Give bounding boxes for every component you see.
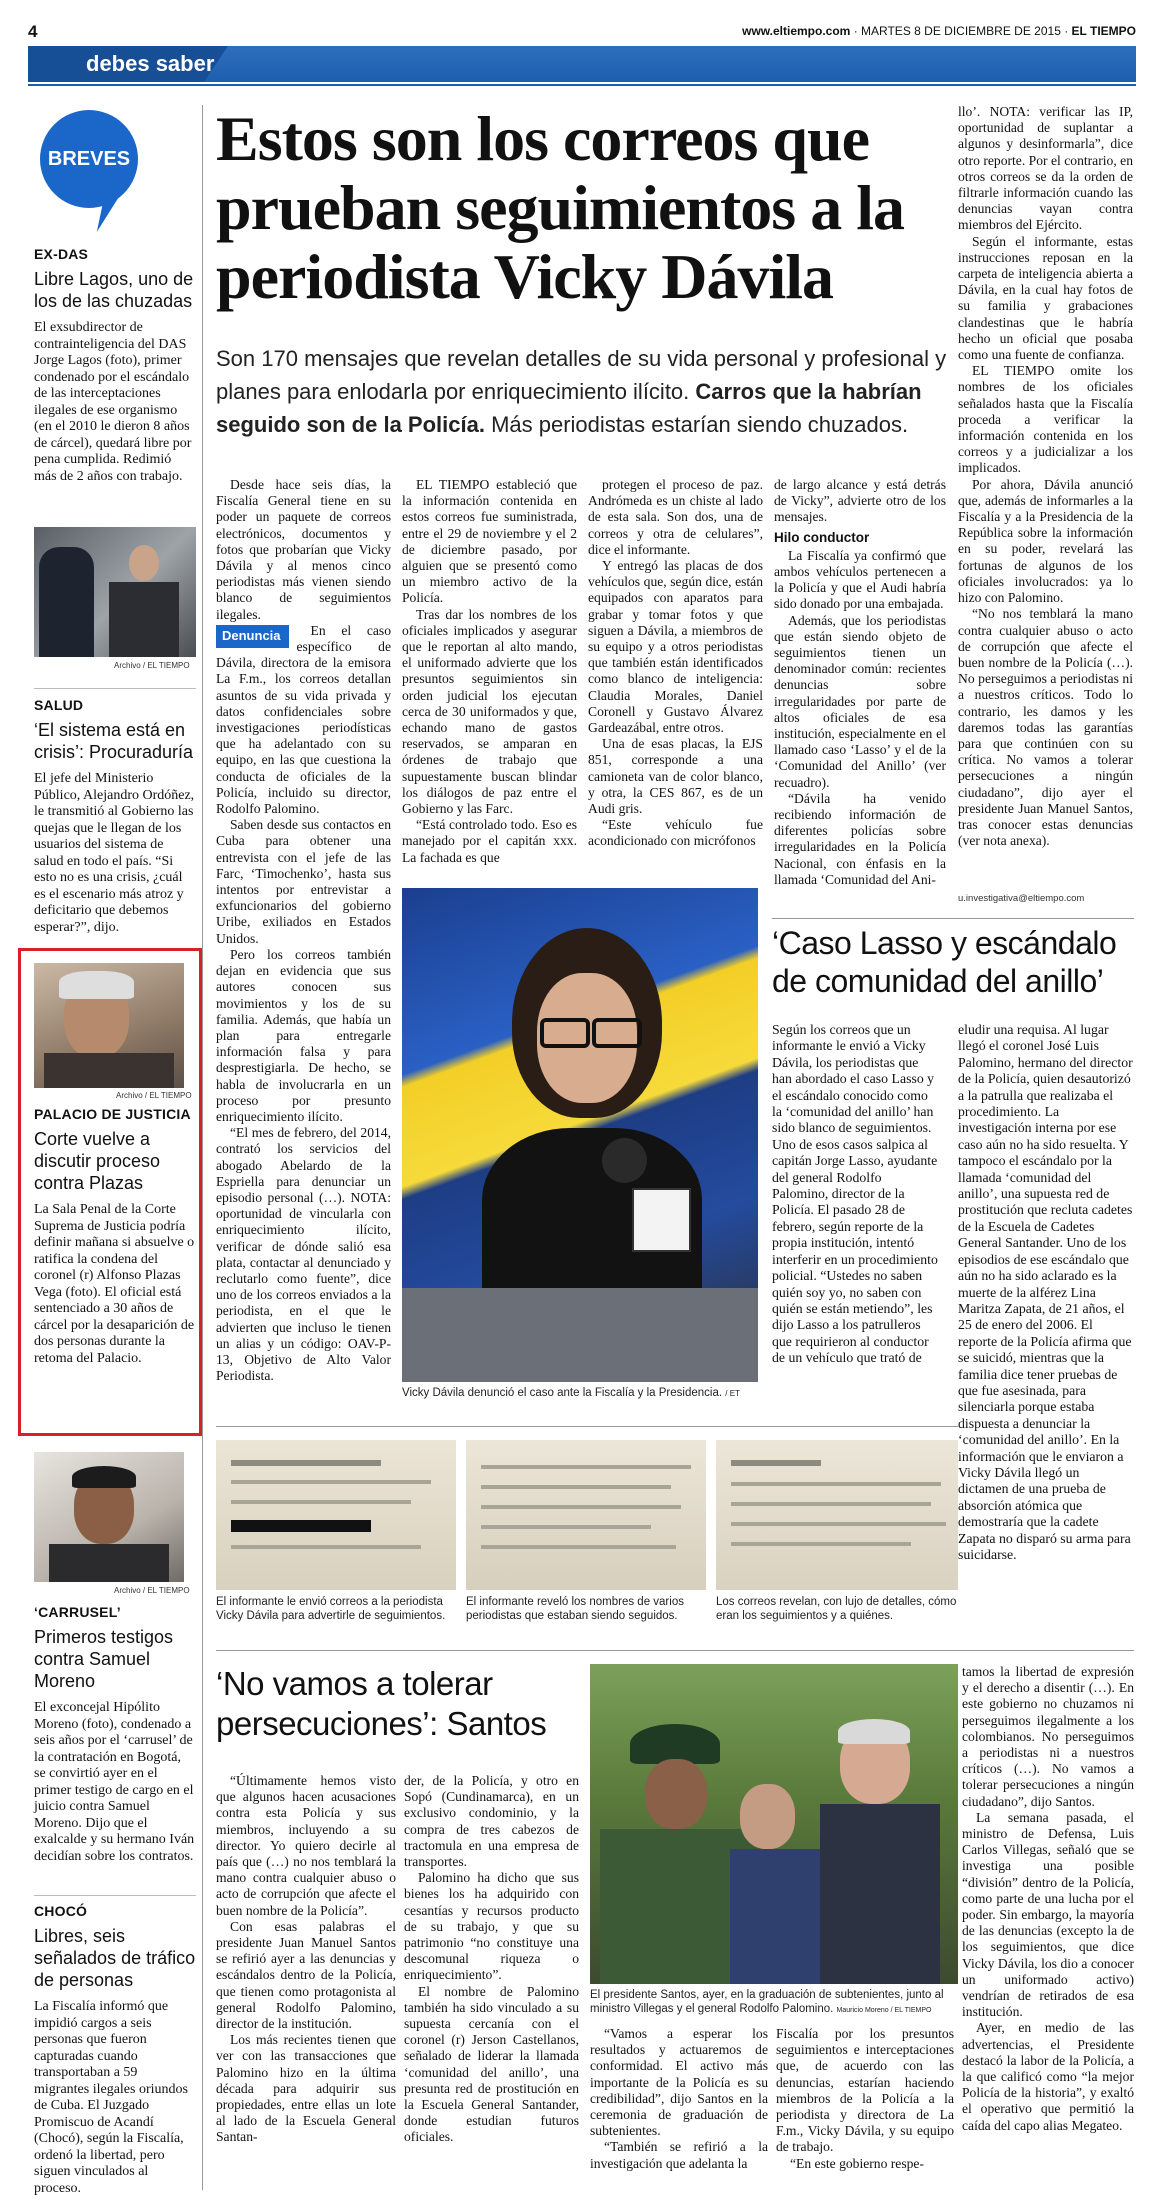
box-column-2: eludir una requisa. Al lugar llegó el coronel José Luis Palomino, hermano del director de la Policía, quien desautorizó a la patrulla que realizaba el procedimiento. La investigación interna por ese caso aún no ha sido resuelta. Y tampoco el escándalo por la llamada ‘comunidad del anillo’, una supuesta red de prostitución que recluta cadetes de la Escuela de Cadetes General Santander. Uno de los episodios de ese escándalo que aún no ha sido aclarado es la muerte de la alférez Lina Maritza Zapata, de 21 años, el 25 de enero del 2006. El reporte de la Policía afirma que se suicidó, mientras que la familia dice tener pruebas de que fue asesinada, para silenciarla porque estaba dispuesta a denunciar la ‘comunidad del anillo’. En la información que le enviaron a Vicky Dávila llegó un dictamen de una prueba de absorción atómica que demostraría que la cadete Zapata no disparó su arma para suicidarse.: [958, 1022, 1133, 1562]
santos-column-3: “Vamos a esperar los resultados y actuaremos de conformidad. El activo más importante de la Policía es su credibilidad”, dijo Santos en la ceremonia de graduación de subtenientes. “También se refirió a la investigación que adelanta la: [590, 2026, 768, 2171]
brief-body: El exconcejal Hipólito Moreno (foto), condenado a seis años por el ‘carrusel’ de la contratación en Bogotá, se convirtió ayer en el primer testigo de cargo en el juicio contra Samuel Moreno. Dijo que el exalcalde y su hermano Iván decidían sobre los contratos.: [34, 1700, 195, 1864]
brief-separator: [34, 688, 196, 689]
paper-name: EL TIEMPO: [1071, 24, 1136, 38]
main-headline: Estos son los correos que prueban seguimientos a la periodista Vicky Dávila: [216, 103, 904, 312]
brief-choco: [34, 1903, 196, 2197]
box-column-1: Según los correos que un informante le envió a Vicky Dávila, los periodistas que han abordado el caso Lasso y el escándalo conocido como la ‘comunidad del anillo’ han sido blanco de seguimientos. Uno de esos casos salpica al capitán Jorge Lasso, ayudante del general Rodolfo Palomino, director de la Policía. El pasado 28 de febrero, según reporte de la propia institución, intentó interferir en un procedimiento policial. “Ustedes no saben quién soy yo, no saben con quién se están metiendo”, les dijo Lasso a los patrulleros que requirieron al conductor de un vehículo que trató de: [772, 1022, 938, 1366]
subhead: Hilo conductor: [774, 529, 870, 545]
brief-photo-moreno: [34, 1452, 184, 1582]
brief-body: El exsubdirector de contrainteligencia del DAS Jorge Lagos (foto), primer condenado por el escándalo de las interceptaciones ilegales de ese organismo (en el 2010 le dieron 8 años de cárcel), quedará libre por pena cumplida. Redimió más de 2 años con trabajo.: [34, 320, 192, 484]
email-caption-2: El informante reveló los nombres de varios periodistas que estaban siendo seguidos.: [466, 1596, 684, 1622]
photo-credit: Archivo / EL TIEMPO: [116, 1091, 192, 1100]
email-screenshot-1: [216, 1440, 456, 1590]
brief-body: La Fiscalía informó que impidió cargos a seis personas que fueron capturadas cuando transportaban a 59 migrantes ilegales oriundos de Cuba. El Juzgado Promiscuo de Acandí (Chocó), según la Fiscalía, ordenó la libertad, pero siguen vinculados al proceso.: [34, 1999, 188, 2196]
brief-photo-lagos: [34, 527, 196, 657]
page-number: 4: [28, 22, 38, 41]
brief-carrusel: [34, 1604, 196, 1865]
brief-body: La Sala Penal de la Corte Suprema de Justicia podría definir mañana si absuelve o ratifica la condena del coronel (r) Alfonso Plazas Vega (foto). El oficial está sentenciado a 30 años de cárcel por la desaparición de dos personas durante la retoma del Palacio.: [34, 1202, 195, 1366]
article-column-5: llo’. NOTA: verificar las IP, oportunidad de suplantar a algunos y desinformarla”, dice otro reporte. Por el contrario, en otros correos se da la orden de filtrarle información cuando las denuncias vayan contra miembros del Ejército. Según el informante, estas instrucciones reposan en la carpeta de inteligencia abierta a Dávila, en la cual hay fotos de su familia y grabaciones clandestinas que le habría hecho un oficial que posaba como una fuente de confianza. EL TIEMPO omite los nombres de los oficiales señalados hasta que la Fiscalía proceda a verificar la información contenida en los correos y a judicializar a los implicados. Por ahora, Dávila anunció que, además de informarles a la Fiscalía y a la Presidencia de la República sobre la información en su poder, revelará las fortunas de algunos de los oficiales involucrados: ya lo hizo con Palomino. “No nos temblará la mano contra cualquier abuso o acto de corrupción que afecte el buen nombre de la Policía (…). No perseguimos a periodistas ni a nuestros críticos. Todo lo contrario, les damos y les daremos todas las garantías para que continúen con su crítica. No vamos a tolerar persecuciones a ningún ciudadano”, dijo ayer el presidente Juan Manuel Santos, tras conocer estas denuncias (ver nota anexa).: [958, 104, 1133, 849]
emails-rule: [216, 1426, 958, 1427]
author-email: u.investigativa@eltiempo.com: [958, 893, 1085, 904]
brief-body: El jefe del Ministerio Público, Alejandro Ordóñez, le transmitió al Gobierno las quejas que le llegan de los usuarios del sistema de salud en todo el país. “Si esto no es una crisis, ¿cuál es el escenario más atroz y deficitario que debemos esperar?”, dijo.: [34, 771, 195, 935]
article-column-2: EL TIEMPO estableció que la información contenida en estos correos fue suministrada, entre el 29 de noviembre y el 2 de diciembre pasado, por alguien que se presentó como un miembro activo de la Policía. Tras dar los nombres de los oficiales implicados y asegurar que le reportan al alto mando, el uniformado advierte que los presuntos seguimientos sin orden judicial los ejecutan cerca de 30 uniformados y que, echando mano de gastos reservados, se amparan en órdenes de trabajo que supuestamente buscan blindar los diálogos de paz entre el Gobierno y las Farc. “Está controlado todo. Eso es manejado por el capitán xxx. La fachada es que: [402, 477, 577, 865]
email-caption-1: El informante le envió correos a la periodista Vicky Dávila para advertirle de seguimientos.: [216, 1596, 446, 1622]
santos-headline: ‘No vamos a tolerar persecuciones’: Santos: [216, 1665, 547, 1742]
email-caption-3: Los correos revelan, con lujo de detalles, cómo eran los seguimientos y a quiénes.: [716, 1596, 957, 1622]
brief-headline: Libres, seis señalados de tráfico de personas: [34, 1926, 196, 1990]
box-top-rule: [772, 918, 1134, 919]
brief-photo-plazas: [34, 963, 184, 1088]
santos-column-4: Fiscalía por los presuntos seguimientos e interceptaciones que, de acuerdo con las denuncias, estarían haciendo miembros de la Policía a la periodista y directora de La F.m., Vicky Dávila, y su equipo de trabajo. “En este gobierno respe-: [776, 2026, 954, 2171]
santos-column-2: der, de la Policía, y otro en Sopó (Cundinamarca), en un exclusivo condominio, y la compra de tres cabezos de tractomula en una empresa de transportes. Palomino ha dicho que sus bienes los ha adquirido con cesantías y recursos producto de su trabajo, y que su patrimonio “no constituye una descomunal riqueza o enriquecimiento”. El nombre de Palomino también ha sido vinculado a su supuesta cercanía con el coronel (r) Jerson Castellanos, señalado de liderar la llamada ‘comunidad del anillo’, una presunta red de prostitución en la Escuela General Santander, donde estudian futuros oficiales.: [404, 1773, 579, 2145]
main-photo-caption: Vicky Dávila denunció el caso ante la Fiscalía y la Presidencia. / ET: [402, 1387, 740, 1399]
page-header: [28, 22, 1136, 40]
brief-salud: [34, 697, 196, 936]
santos-photo: [590, 1664, 958, 1984]
section-bar-rule: [28, 84, 1136, 86]
header-meta: www.eltiempo.com · MARTES 8 DE DICIEMBRE DE 2015 · EL TIEMPO: [742, 24, 1136, 38]
article-column-3: protegen el proceso de paz. Andrómeda es un chiste al lado de esta sala. Son dos, una de correos y otra de celulares”, dice el informante. Y entregó las placas de dos vehículos que, según dice, están equipados con aparatos para grabar y tomar fotos y que siguen a Dávila, a miembros de su equipo y a otros periodistas que también están identificados como blanco de inteligencia: Claudia Morales, Daniel Coronell y Gustavo Álvarez Gardeazábal, entre otros. Una de esas placas, la EJS 851, corresponde a una camioneta van de color blanco, y otra, la CES 867, es de un Audi gris. “Este vehículo fue acondicionado con micrófonos: [588, 477, 763, 849]
photo-credit: Archivo / EL TIEMPO: [114, 661, 190, 670]
brief-kicker: PALACIO DE JUSTICIA: [34, 1106, 191, 1122]
box-headline: ‘Caso Lasso y escándalo de comunidad del anillo’: [772, 925, 1117, 999]
brief-headline: Libre Lagos, uno de los de las chuzadas: [34, 269, 194, 311]
section-title: debes saber: [86, 51, 215, 76]
brief-headline: ‘El sistema está en crisis’: Procuraduría: [34, 720, 194, 762]
email-screenshot-2: [466, 1440, 706, 1590]
brief-kicker: SALUD: [34, 697, 84, 713]
article-column-4: de largo alcance y está detrás de Vicky”, advierte otro de los mensajes. Hilo conductor La Fiscalía ya confirmó que ambos vehículos pertenecen a la Policía y que el Audi habría sido donado por una embajada. Además, que los periodistas que están siendo objeto de seguimientos tienen un denominador común: recientes denuncias sobre irregularidades por parte de altos oficiales de esa institución, especialmente en el llamado caso ‘Lasso’ y el de la ‘Comunidad del Anillo’ (ver recuadro). “Dávila ha venido recibiendo información de diferentes policías sobre irregularidades en la Policía Nacional, con énfasis en la llamada ‘Comunidad del Ani-: [774, 477, 946, 887]
article-column-1: Desde hace seis días, la Fiscalía General tiene en su poder un paquete de correos electrónicos, documentos y fotos que probarían que Vicky Dávila y al menos cinco periodistas más vienen siendo blanco de seguimientos ilegales. Denuncia En el caso específico de Dávila, directora de la emisora La F.m., los correos detallan asuntos de su vida privada y datos confidenciales sobre investigaciones periodísticas que ha adelantado con su equipo, en las que cuestiona la conducta de oficiales de la Policía, incluido su director, Rodolfo Palomino. Saben desde sus contactos en Cuba para obtener una entrevista con el jefe de las Farc, ‘Timochenko’, hasta sus intentos por entrevistar a exfuncionarios del gobierno Uribe, exiliados en Estados Unidos. Pero los correos también dejan en evidencia que sus autores conocen sus movimientos y los de su familia. Además, que había un plan para entregarle información falsa y para desprestigiarla. De hecho, se habla de involucrarla en un proceso por presunto enriquecimiento ilícito. “El mes de febrero, del 2014, contrató los servicios del abogado Abelardo de la Espriella para denunciar un episodio personal (…). NOTA: oportunidad de vincularla con enriquecimiento ilícito, verificar de dónde salió esa plata, contactar al denunciado y reclutarlo como fuente”, dice uno de los correos enviados a la periodista, en el que le advierten que incluso le tienen un alias y un código: OAV-P-13, Objetivo de Alto Valor Periodista.: [216, 477, 391, 1384]
section-bar: [28, 46, 1136, 82]
brief-headline: Primeros testigos contra Samuel Moreno: [34, 1627, 174, 1691]
main-deck: Son 170 mensajes que revelan detalles de su vida personal y profesional y planes para enlodarla por enriquecimiento ilícito. Carros que la habrían seguido son de la Policía. Más periodistas estarían siendo chuzados.: [216, 346, 947, 437]
photo-credit: Archivo / EL TIEMPO: [114, 1586, 190, 1595]
brief-headline: Corte vuelve a discutir proceso contra Plazas: [34, 1129, 161, 1193]
santos-column-1: “Últimamente hemos visto que algunos hacen acusaciones contra esta Policía y sus miembros, incluyendo a su director. Yo quiero decirle al país que (…) no nos temblará la mano contra cualquier abuso o acto de corrupción que afecte el buen nombre de la Policía”. Con esas palabras el presidente Juan Manuel Santos se refirió ayer a las denuncias y escándalos dentro de la Policía, que tienen como protagonista al general Rodolfo Palomino, director de la institución. Los más recientes tienen que ver con las transacciones que Palomino hizo en la última década para adquirir sus propiedades, entre ellas un lote al lado de la Escuela General Santan-: [216, 1773, 396, 2145]
santos-rule: [216, 1650, 1134, 1651]
santos-photo-caption: El presidente Santos, ayer, en la graduación de subtenientes, junto al ministro Villegas y el general Rodolfo Palomino. Mauricio Moreno / EL TIEMPO: [590, 1989, 944, 2015]
email-screenshot-3: [716, 1440, 958, 1590]
brief-exdas: [34, 246, 196, 485]
main-photo-davila: [402, 888, 758, 1382]
site-url: www.eltiempo.com: [742, 24, 851, 38]
brief-palacio: [34, 1106, 196, 1367]
issue-date: MARTES 8 DE DICIEMBRE DE 2015: [861, 24, 1061, 38]
column-divider: [202, 105, 203, 2190]
section-label: Denuncia: [216, 625, 289, 648]
breves-badge: BREVES: [40, 110, 138, 208]
brief-kicker: EX-DAS: [34, 246, 89, 262]
santos-column-5: tamos la libertad de expresión y el derecho a disentir (…). En este gobierno no chuzamos ni perseguimos ilegalmente a los colombianos. No perseguimos a periodistas ni a nuestros críticos (…). No vamos a tolerar persecuciones a ningún ciudadano”, dijo Santos. La semana pasada, el ministro de Defensa, Luis Carlos Villegas, señaló que se investiga una posible “división” dentro de la Policía, como parte de una lucha por el poder. Sin embargo, la mayoría de las denuncias (excepto la de los seguimientos, que dice Vicky Dávila, los dio a conocer un uniformado activo) vendrían de retirados de esa institución. Ayer, en medio de las advertencias, el Presidente destacó la labor de la Policía, a la que calificó como “la mejor Policía de la historia”, y exaltó el operativo que permitió la caída del capo alias Megateo.: [962, 1664, 1134, 2133]
brief-separator: [34, 1895, 196, 1896]
brief-kicker: ‘CARRUSEL’: [34, 1604, 121, 1620]
brief-kicker: CHOCÓ: [34, 1903, 88, 1919]
